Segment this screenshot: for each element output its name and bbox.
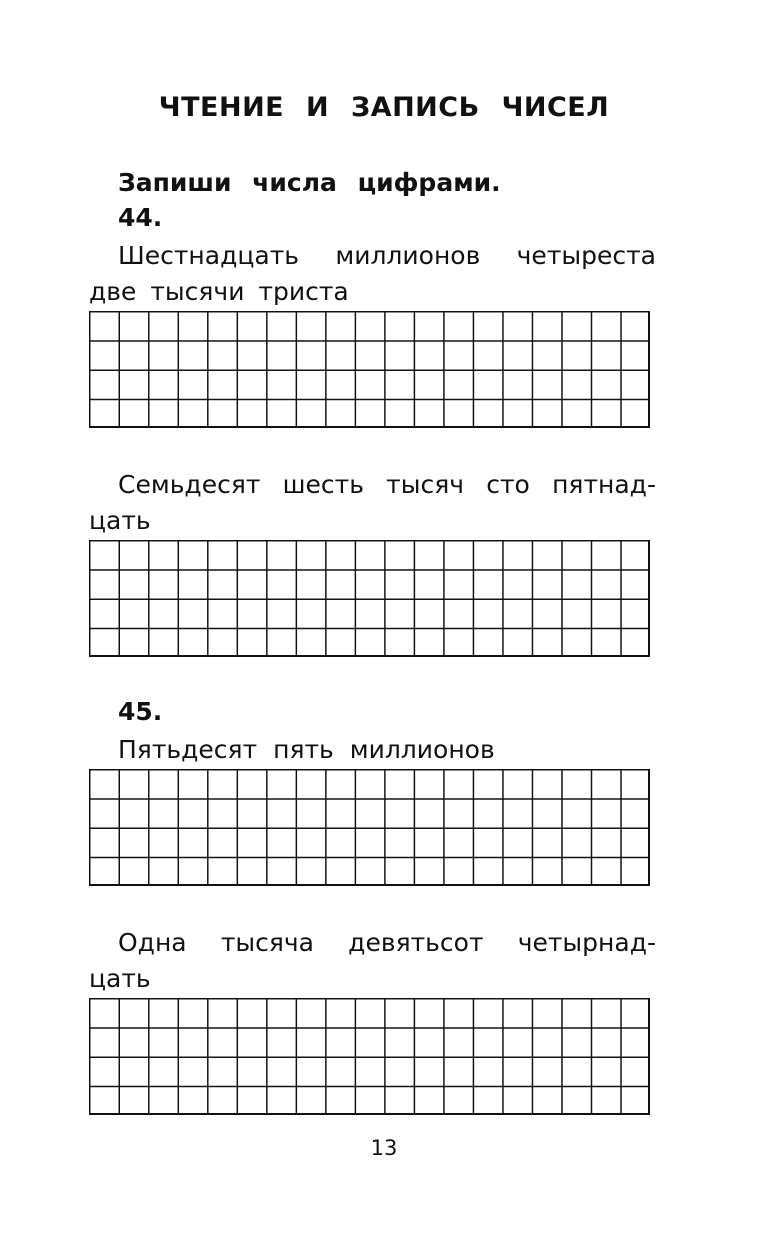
exercise-45-item-2-line1: Одна тысяча девятьсот четырнад- bbox=[118, 928, 656, 957]
instruction-text: Запиши числа цифрами. bbox=[118, 168, 501, 197]
answer-grid-44-2[interactable] bbox=[89, 540, 650, 657]
exercise-44-item-2-line2: цать bbox=[89, 506, 151, 535]
exercise-45-item-1-text bbox=[89, 732, 656, 768]
answer-grid-45-2[interactable] bbox=[89, 998, 650, 1115]
exercise-number-44: 44. bbox=[118, 203, 163, 232]
exercise-45-item-1-line1: Пятьдесят пять миллионов bbox=[118, 735, 495, 764]
exercise-44-item-1-text bbox=[89, 238, 656, 310]
exercise-44-item-1-line1: Шестнадцать миллионов четыреста bbox=[118, 241, 656, 270]
exercise-45-item-2-text bbox=[89, 925, 656, 997]
exercise-44-item-2-line1: Семьдесят шесть тысяч сто пятнад- bbox=[118, 470, 656, 499]
exercise-45-item-2-line2: цать bbox=[89, 964, 151, 993]
exercise-number-45: 45. bbox=[118, 697, 163, 726]
page-title: ЧТЕНИЕ И ЗАПИСЬ ЧИСЕЛ bbox=[158, 92, 610, 123]
answer-grid-45-1[interactable] bbox=[89, 769, 650, 886]
exercise-44-item-2-text bbox=[89, 467, 656, 539]
page-number: 13 bbox=[370, 1136, 398, 1160]
exercise-44-item-1-line2: две тысячи триста bbox=[89, 277, 349, 306]
answer-grid-44-1[interactable] bbox=[89, 311, 650, 428]
